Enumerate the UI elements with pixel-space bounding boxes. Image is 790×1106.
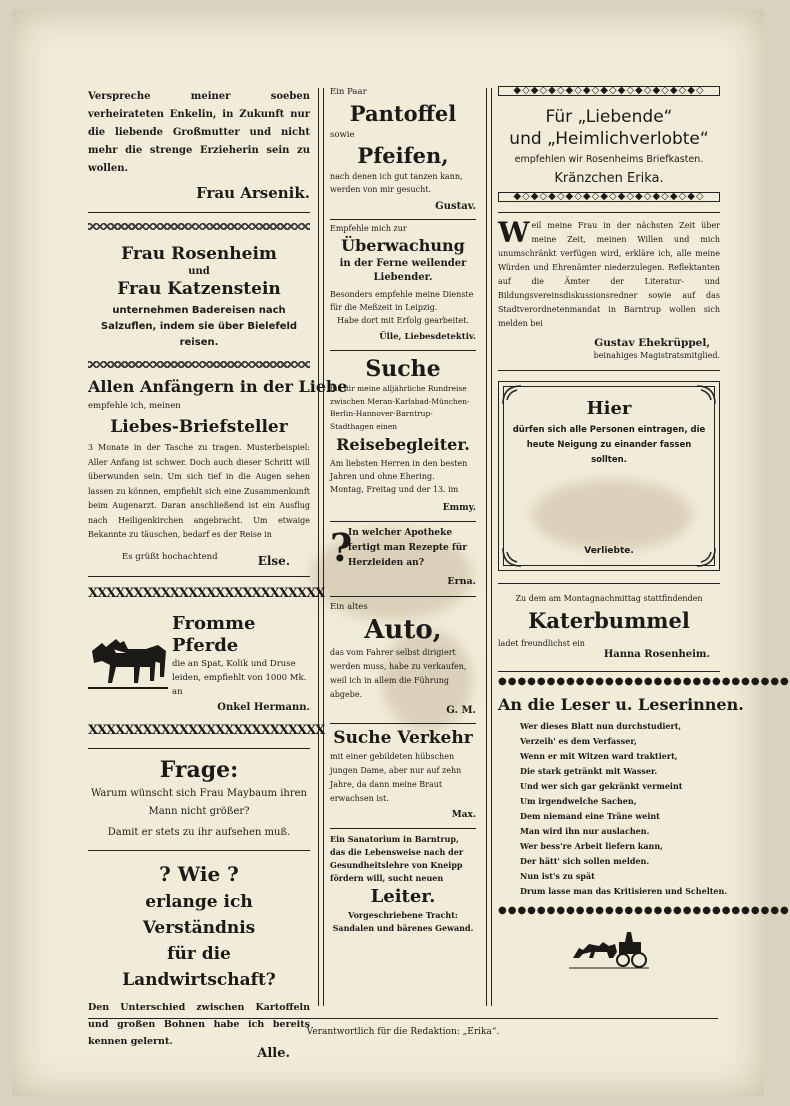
ad-auto [330,597,476,717]
ad-title: Auto, [364,615,442,645]
ad-signature: G. M. [446,705,476,716]
ad-text: empfehle ich, meinen [88,401,181,411]
ad-sanatorium [330,829,476,935]
ad-suche-verkehr [330,724,476,822]
ad-signature: Else. [257,553,290,568]
ad-text: Empfehle mich zur [330,224,407,233]
poem-line: Wer bess're Arbeit liefern kann, [520,841,663,851]
ad-apotheke [330,522,476,588]
ad-fromme-pferde [88,613,310,714]
ad-text: In welcher Apotheke fertigt man Rezepte für Herzleiden an? [348,528,468,568]
ad-title: Pantoffel [349,101,457,126]
ad-text: sowie [330,130,355,140]
ad-title: An die Leser u. Leserinnen. [498,695,744,714]
drop-cap: W [498,216,530,249]
question-mark-icon: ? [330,525,353,570]
ad-title: Reisebegleiter. [336,435,470,454]
ornament-dots: ●●●●●●●●●●●●●●●●●●●●●●●●●●●●●● [498,676,790,687]
ad-title: Leiter. [370,886,436,907]
ad-headline: Allen Anfängern in der Liebe [88,377,348,396]
column-2 [330,80,476,935]
ad-signature: Gustav Ehekrüppel, [594,337,710,349]
ornament-x-row: XXXXXXXXXXXXXXXXXXXXXXXXXX [88,722,325,738]
ad-text: Verliebte. [584,546,634,556]
ad-title: Hier [586,398,632,419]
ad-title: Überwachung [341,236,465,255]
ad-text: Besonders empfehle meine Dienste für die Meßzeit in Leipzig. [330,290,474,312]
ad-text: empfehlen wir Rosenheims Briefkasten. [514,154,704,165]
ad-hier-box [498,381,720,571]
ad-liebesbriefsteller [88,368,348,568]
ad-title: Liebes-Briefsteller [110,417,288,437]
ad-ueberwachung [330,220,476,344]
ad-signature: Onkel Hermann. [217,701,310,713]
ad-title: erlange ich Verständnis [142,891,256,938]
ad-text: Es grüßt hochachtend [122,551,218,562]
poem-line: Drum lasse man das Kritisieren und Schelten. [520,886,728,896]
ad-text: Montag, Freitag und der 13. im [330,485,459,494]
poem-line: Dem niemand eine Träne weint [520,811,660,821]
ornament-dots: ●●●●●●●●●●●●●●●●●●●●●●●●●●●●●● [498,905,790,916]
ad-text: für für meine alljährliche Rundreise zwischen Meran-Karlsbad-München-Berlin-Hannover-Barntrup-Stadthagen einen [330,384,470,431]
ad-text: Damit er stets zu ihr aufsehen muß. [107,826,291,838]
ad-suche-reisebegleiter [330,351,476,515]
ad-text: 3 Monate in der Tasche zu tragen. Musterbeispiel: Aller Anfang ist schwer. Doch auch dieser Schritt will überwunden sein. Um sich tief in die Augen sehen lassen zu können, empfiehlt sich eine Zusammenkunft beim Augenarzt. Daran anschließend ist ein Ausflug nach Heiligenkirchen angebracht. Um etwaige Bekannte zu täuschen, bedarf es der Reise in [88,443,310,539]
corner-ornament-icon [695,384,717,406]
poem-line: Und wer sich gar gekränkt vermeint [520,781,683,791]
ad-text: Warum wünscht sich Frau Maybaum ihren Mann nicht größer? [90,787,307,817]
ad-title: Fromme Pferde [172,612,256,656]
ad-text: Ein Sanatorium in Barntrup, das die Lebensweise nach der Gesundheitslehre von Kneipp fördern will, sucht neuen [330,834,464,883]
ad-title: Frau Katzenstein [117,279,281,299]
ad-text: beinahiges Magistratsmitglied. [593,351,720,360]
ad-text: nach denen ich gut tanzen kann, werden von mir gesucht. [330,172,463,194]
horses-icon [88,633,168,693]
footer-text: Verantwortlich für die Redaktion: „Erika“. [306,1027,500,1037]
corner-ornament-icon [501,384,523,406]
poem-line: Verzeih' es dem Verfasser, [520,736,637,746]
ad-text: unternehmen Badereisen nach Salzuflen, indem sie über Bielefeld reisen. [100,305,298,348]
ornament-border: ◆◇◆◇◆◇◆◇◆◇◆◇◆◇◆◇◆◇◆◇◆◇ [498,192,720,202]
ad-title: Pfeifen, [357,143,449,168]
ornament-x-row: XXXXXXXXXXXXXXXXXXXXXXXXXX [88,585,325,601]
ad-signature: Frau Arsenik. [196,184,310,202]
ad-pantoffel [330,80,476,213]
ad-title: Katerbummel [528,608,690,633]
horse-carriage-icon [569,928,649,974]
ad-text: Habe dort mit Erfolg gearbeitet. [337,316,469,325]
poem-line: Um irgendwelche Sachen, [520,796,637,806]
ad-signature: Alle. [257,1045,290,1061]
ad-title: für die Landwirtschaft? [122,943,276,990]
ad-title: und „Heimlichverlobte“ [509,129,709,149]
ad-signature: Erna. [447,576,476,587]
ad-ehekrueppel [498,213,720,362]
ad-text: Verspreche meiner soeben verheirateten Enkelin, in Zukunft nur die liebende Großmutter und nicht mehr die strenge Erzieherin sein zu wollen. [88,91,310,174]
column-3 [498,80,790,978]
ad-text: Ein Paar [330,87,367,97]
poem-line: Wenn er mit Witzen ward traktiert, [520,751,678,761]
ad-text: die an Spat, Kolik und Druse leiden, empfiehlt von 1000 Mk. an [172,658,307,697]
ad-text: mit einer gebildeten hübschen jungen Dame, aber nur auf zehn Jahre, da dann meine Braut erwachsen ist. [330,752,462,803]
ad-signature: Gustav. [435,201,476,212]
column-rule-right [486,88,492,1006]
ad-arsenik [88,80,310,202]
ad-text: das vom Fahrer selbst dirigiert werden muss, habe zu verkaufen, weil ich in allem die Führung abgebe. [330,648,467,699]
column-rule-left [318,88,324,1006]
poem-line: Die stark getränkt mit Wasser. [520,766,658,776]
poem [498,719,728,899]
poem-line: Nun ist's zu spät [520,871,595,881]
ad-frage [88,749,310,840]
ad-katerbummel [498,584,720,661]
ad-signature: Ülle, Liebesdetektiv. [379,332,476,342]
ad-text: Zu dem am Montagnachmittag stattfindenden [515,594,703,603]
ad-signature: Kränzchen Erika. [554,171,664,186]
ad-text: Am liebsten Herren in den besten Jahren und ohne Ehering. [330,459,468,481]
ad-rosenheim-katzenstein [88,230,310,355]
ad-leser [498,687,744,899]
poem-line: Der hätt' sich sollen melden. [520,856,650,866]
ad-title: Suche Verkehr [333,728,473,748]
ad-signature: Hanna Rosenheim. [603,649,710,660]
ad-text: Den Unterschied zwischen Kartoffeln und großen Bohnen habe ich bereits kennen gelernt. [88,1001,310,1047]
poem-line: Wer dieses Blatt nun durchstudiert, [520,721,682,731]
ad-text: dürfen sich alle Personen eintragen, die heute Neigung zu einander fassen sollten. [512,425,706,465]
page-footer [88,1018,718,1037]
ornament-border: ◆◇◆◇◆◇◆◇◆◇◆◇◆◇◆◇◆◇◆◇◆◇ [498,86,720,96]
ad-title: Frau Rosenheim [121,244,277,264]
ad-title: ? Wie ? [159,861,239,886]
ad-signature: Max. [451,810,476,820]
ad-liebende [498,96,720,192]
ad-text: in der Ferne weilender Liebender. [339,258,467,283]
ad-text: eil meine Frau in der nächsten Zeit über meine Zeit, meinen Willen und mich unumschränkt verfügen wird, erkläre ich, alle meine Würden und Ehrenämter niederzulegen. Reflektanten auf die Ämter der Literatur- und Bildungsvereinsdiskussionsredner sowie auf das Stadtverordnetenmandat in Barntrup wollen sich melden bei [498,221,720,328]
ad-text: und [188,266,210,277]
ad-text: ladet freundlichst ein [498,639,585,648]
ad-title: Frage: [159,756,239,783]
ad-text: Ein altes [330,602,368,612]
ad-title: Für „Liebende“ [545,107,673,127]
ad-text: Vorgeschriebene Tracht: Sandalen und bärenes Gewand. [332,910,474,933]
ad-signature: Emmy. [442,503,476,513]
ad-title: Suche [365,356,441,382]
poem-line: Man wird ihn nur auslachen. [520,826,650,836]
